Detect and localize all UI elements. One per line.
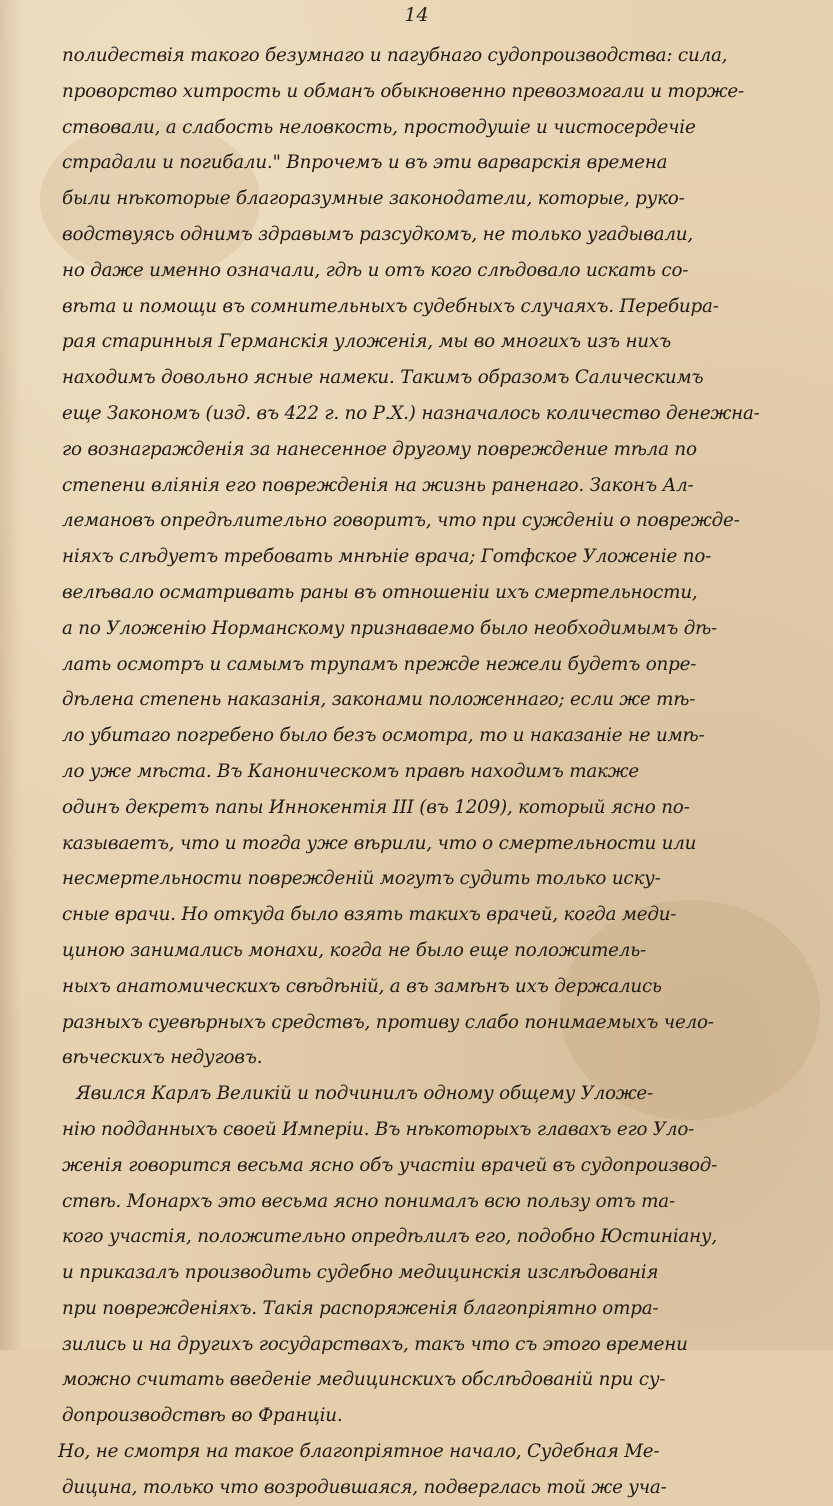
text-line: лемановъ опредѣлительно говоритъ, что при сужденіи о поврежде- <box>62 510 740 532</box>
handwritten-text-block <box>58 38 824 1506</box>
text-line: ствѣ. Монархъ это весьма ясно понималъ всю пользу отъ та- <box>62 1190 675 1212</box>
text-line: были нѣкоторые благоразумные законодатели, которые, руко- <box>62 188 685 210</box>
text-line: можно считать введеніе медицинскихъ обслѣдованій при су- <box>62 1369 666 1391</box>
text-line: вѣта и помощи въ сомнительныхъ судебныхъ случаяхъ. Перебира- <box>62 295 719 317</box>
text-line: проворство хитрость и обманъ обыкновенно превозмогали и торже- <box>62 80 744 102</box>
paragraph-start-line: Явился Карлъ Великій и подчинилъ одному общему Уложе- <box>76 1083 654 1105</box>
text-line: несмертельности поврежденій могутъ судить только иску- <box>62 868 661 890</box>
text-line: а по Уложенію Норманскому признаваемо было необходимымъ дѣ- <box>62 617 718 639</box>
text-line: велѣвало осматривать раны въ отношеніи ихъ смертельности, <box>62 581 698 603</box>
text-line: находимъ довольно ясные намеки. Такимъ образомъ Салическимъ <box>62 367 704 389</box>
text-line: ло убитаго погребено было безъ осмотра, то и наказаніе не имѣ- <box>62 725 705 747</box>
text-line: дѣлена степень наказанія, законами положеннаго; если же тѣ- <box>62 689 696 711</box>
text-line: при поврежденіяхъ. Такія распоряженія благопріятно отра- <box>62 1297 659 1319</box>
text-line: зились и на другихъ государствахъ, такъ что съ этого времени <box>62 1333 688 1355</box>
text-line: нію подданныхъ своей Имперіи. Въ нѣкоторыхъ главахъ его Уло- <box>62 1118 695 1140</box>
page-number: 14 <box>404 4 429 26</box>
text-line: полидествія такого безумнаго и пагубнаго судопроизводства: сила, <box>62 45 728 66</box>
text-line: одинъ декретъ папы Иннокентія III (въ 1209), который ясно по- <box>62 796 690 818</box>
text-line: дицина, только что возродившаяся, подверглась той же уча- <box>62 1476 667 1498</box>
text-line: ніяхъ слѣдуетъ требовать мнѣніе врача; Готфское Уложеніе по- <box>62 546 712 568</box>
text-line: рая старинныя Германскія уложенія, мы во многихъ изъ нихъ <box>62 331 671 353</box>
text-line: еще Закономъ (изд. въ 422 г. по Р.Х.) назначалось количество денежна- <box>62 402 760 424</box>
text-line: женія говорится весьма ясно объ участіи врачей въ судопроизвод- <box>62 1154 718 1176</box>
text-line: страдали и погибали." Впрочемъ и въ эти варварскія времена <box>62 152 668 174</box>
text-line: лать осмотръ и самымъ трупамъ прежде нежели будетъ опре- <box>62 653 697 675</box>
text-line: вѣческихъ недуговъ. <box>62 1047 263 1069</box>
text-line: го вознагражденія за нанесенное другому повреждение тѣла по <box>62 438 697 460</box>
text-line: разныхъ суевѣрныхъ средствъ, противу слабо понимаемыхъ чело- <box>62 1011 714 1033</box>
text-line: и приказалъ производить судебно медицинскія изслѣдованія <box>62 1262 659 1284</box>
text-line: но даже именно означали, гдѣ и отъ кого слѣдовало искать со- <box>62 259 689 281</box>
text-line: степени вліянія его поврежденія на жизнь раненаго. Законъ Ал- <box>62 474 694 496</box>
text-line: ныхъ анатомическихъ свѣдѣній, а въ замѣнъ ихъ держались <box>62 975 662 997</box>
text-line: казываетъ, что и тогда уже вѣрили, что о смертельности или <box>62 832 697 854</box>
text-line: ло уже мѣста. Въ Каноническомъ правѣ находимъ также <box>62 760 639 782</box>
text-line: кого участія, положительно опредѣлилъ его, подобно Юстиніану, <box>62 1226 717 1248</box>
text-line: сные врачи. Но откуда было взять такихъ врачей, когда меди- <box>62 904 677 926</box>
text-line: циною занимались монахи, когда не было еще положитель- <box>62 939 646 961</box>
text-line: водствуясь однимъ здравымъ разсудкомъ, не только угадывали, <box>62 223 693 245</box>
text-line: допроизводствѣ во Франціи. <box>62 1405 343 1427</box>
paragraph-start-line: Но, не смотря на такое благопріятное начало, Судебная Ме- <box>58 1441 660 1463</box>
text-line: ствовали, а слабость неловкость, простодушіе и чистосердечіе <box>62 116 696 138</box>
